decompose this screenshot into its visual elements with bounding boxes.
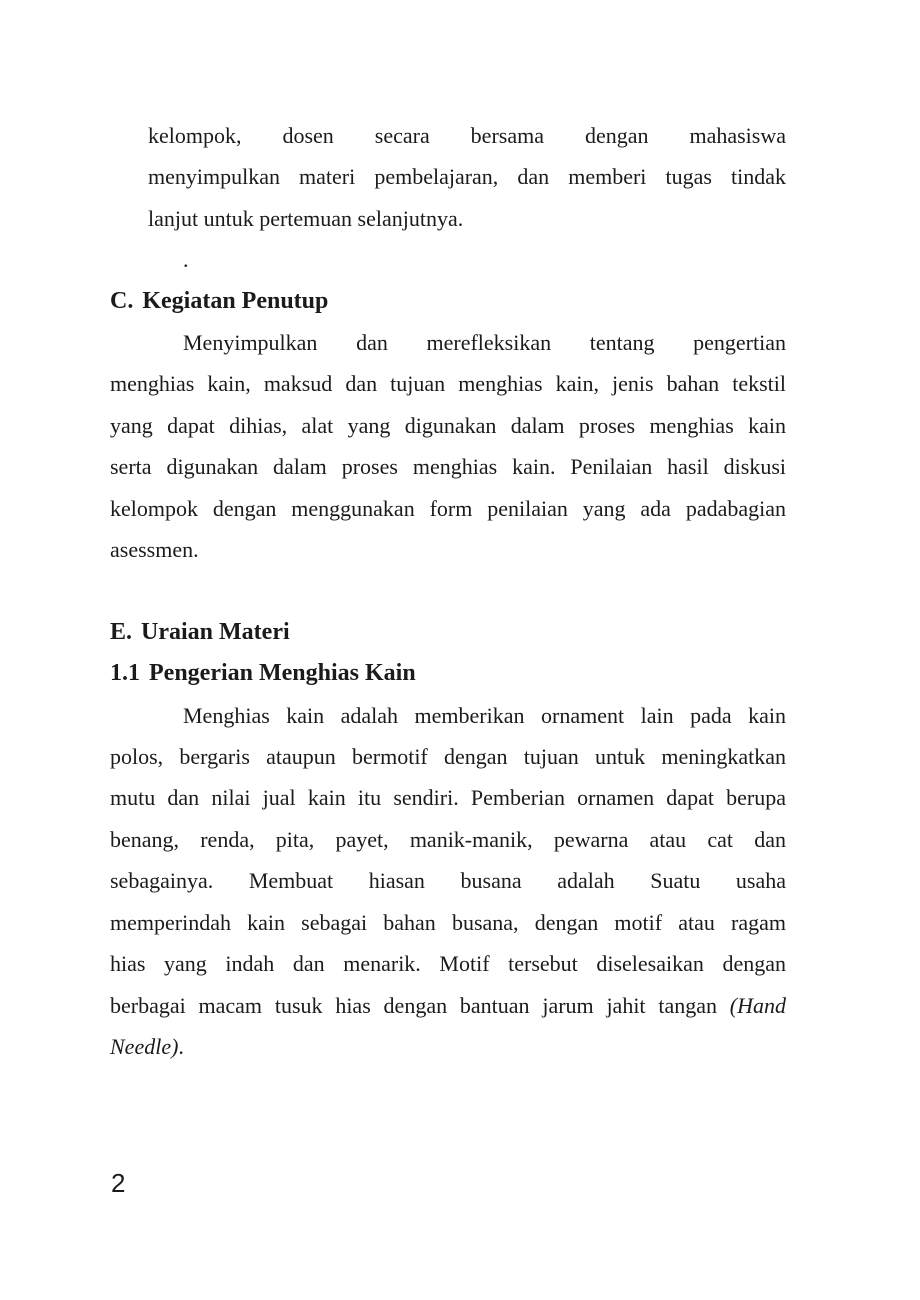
heading-uraian-materi xyxy=(110,612,786,653)
paragraph-line: benang, renda, pita, payet, manik-manik, pewarna atau cat dan xyxy=(110,826,786,852)
page-number: 2 xyxy=(111,1168,126,1198)
paragraph-line: sebagainya. Membuat hiasan busana adalah Suatu usaha xyxy=(110,868,786,894)
heading-text: Uraian Materi xyxy=(141,618,290,645)
heading-kegiatan-penutup xyxy=(110,281,786,322)
paragraph-text: berbagai macam tusuk hias dengan bantuan jarum jahit tangan xyxy=(110,992,717,1018)
italic-hand-needle: (Hand xyxy=(729,992,787,1018)
paragraph-line: serta digunakan dalam proses menghias kain. Penilaian hasil diskusi xyxy=(110,454,786,480)
paragraph-line: lanjut untuk pertemuan selanjutnya. xyxy=(148,205,464,231)
heading-label: C. xyxy=(110,287,134,314)
paragraph-line: Menghias kain adalah memberikan ornament lain pada kain xyxy=(183,702,786,728)
paragraph-line: memperindah kain sebagai bahan busana, dengan motif atau ragam xyxy=(110,909,786,935)
heading-label: E. xyxy=(110,618,133,645)
paragraph-line: kelompok dengan menggunakan form penilaian yang ada padabagian xyxy=(110,495,786,521)
paragraph-line xyxy=(110,985,786,1026)
paragraph-line: asessmen. xyxy=(110,537,199,563)
heading-text: Kegiatan Penutup xyxy=(142,287,329,314)
paragraph-line: menghias kain, maksud dan tujuan menghias kain, jenis bahan tekstil xyxy=(110,371,786,397)
page-body xyxy=(110,115,786,1067)
paragraph-text: . xyxy=(178,1033,184,1059)
italic-hand-needle: Needle) xyxy=(110,1033,179,1059)
stray-period: . xyxy=(183,247,189,273)
paragraph-line: mutu dan nilai jual kain itu sendiri. Pemberian ornamen dapat berupa xyxy=(110,785,786,811)
paragraph-line: Menyimpulkan dan merefleksikan tentang pengertian xyxy=(183,330,786,356)
heading-pengerian-menghias-kain xyxy=(110,653,786,694)
blank-line xyxy=(110,570,786,611)
paragraph-line: yang dapat dihias, alat yang digunakan dalam proses menghias kain xyxy=(110,412,786,438)
heading-text: Pengerian Menghias Kain xyxy=(149,660,416,687)
heading-label: 1.1 xyxy=(110,660,140,687)
paragraph-line: hias yang indah dan menarik. Motif tersebut diselesaikan dengan xyxy=(110,951,786,977)
paragraph-line: kelompok, dosen secara bersama dengan mahasiswa xyxy=(148,123,786,148)
paragraph-line: menyimpulkan materi pembelajaran, dan memberi tugas tindak xyxy=(148,164,786,190)
paragraph-line: polos, bergaris ataupun bermotif dengan tujuan untuk meningkatkan xyxy=(110,744,786,770)
paragraph-line xyxy=(110,1026,786,1067)
